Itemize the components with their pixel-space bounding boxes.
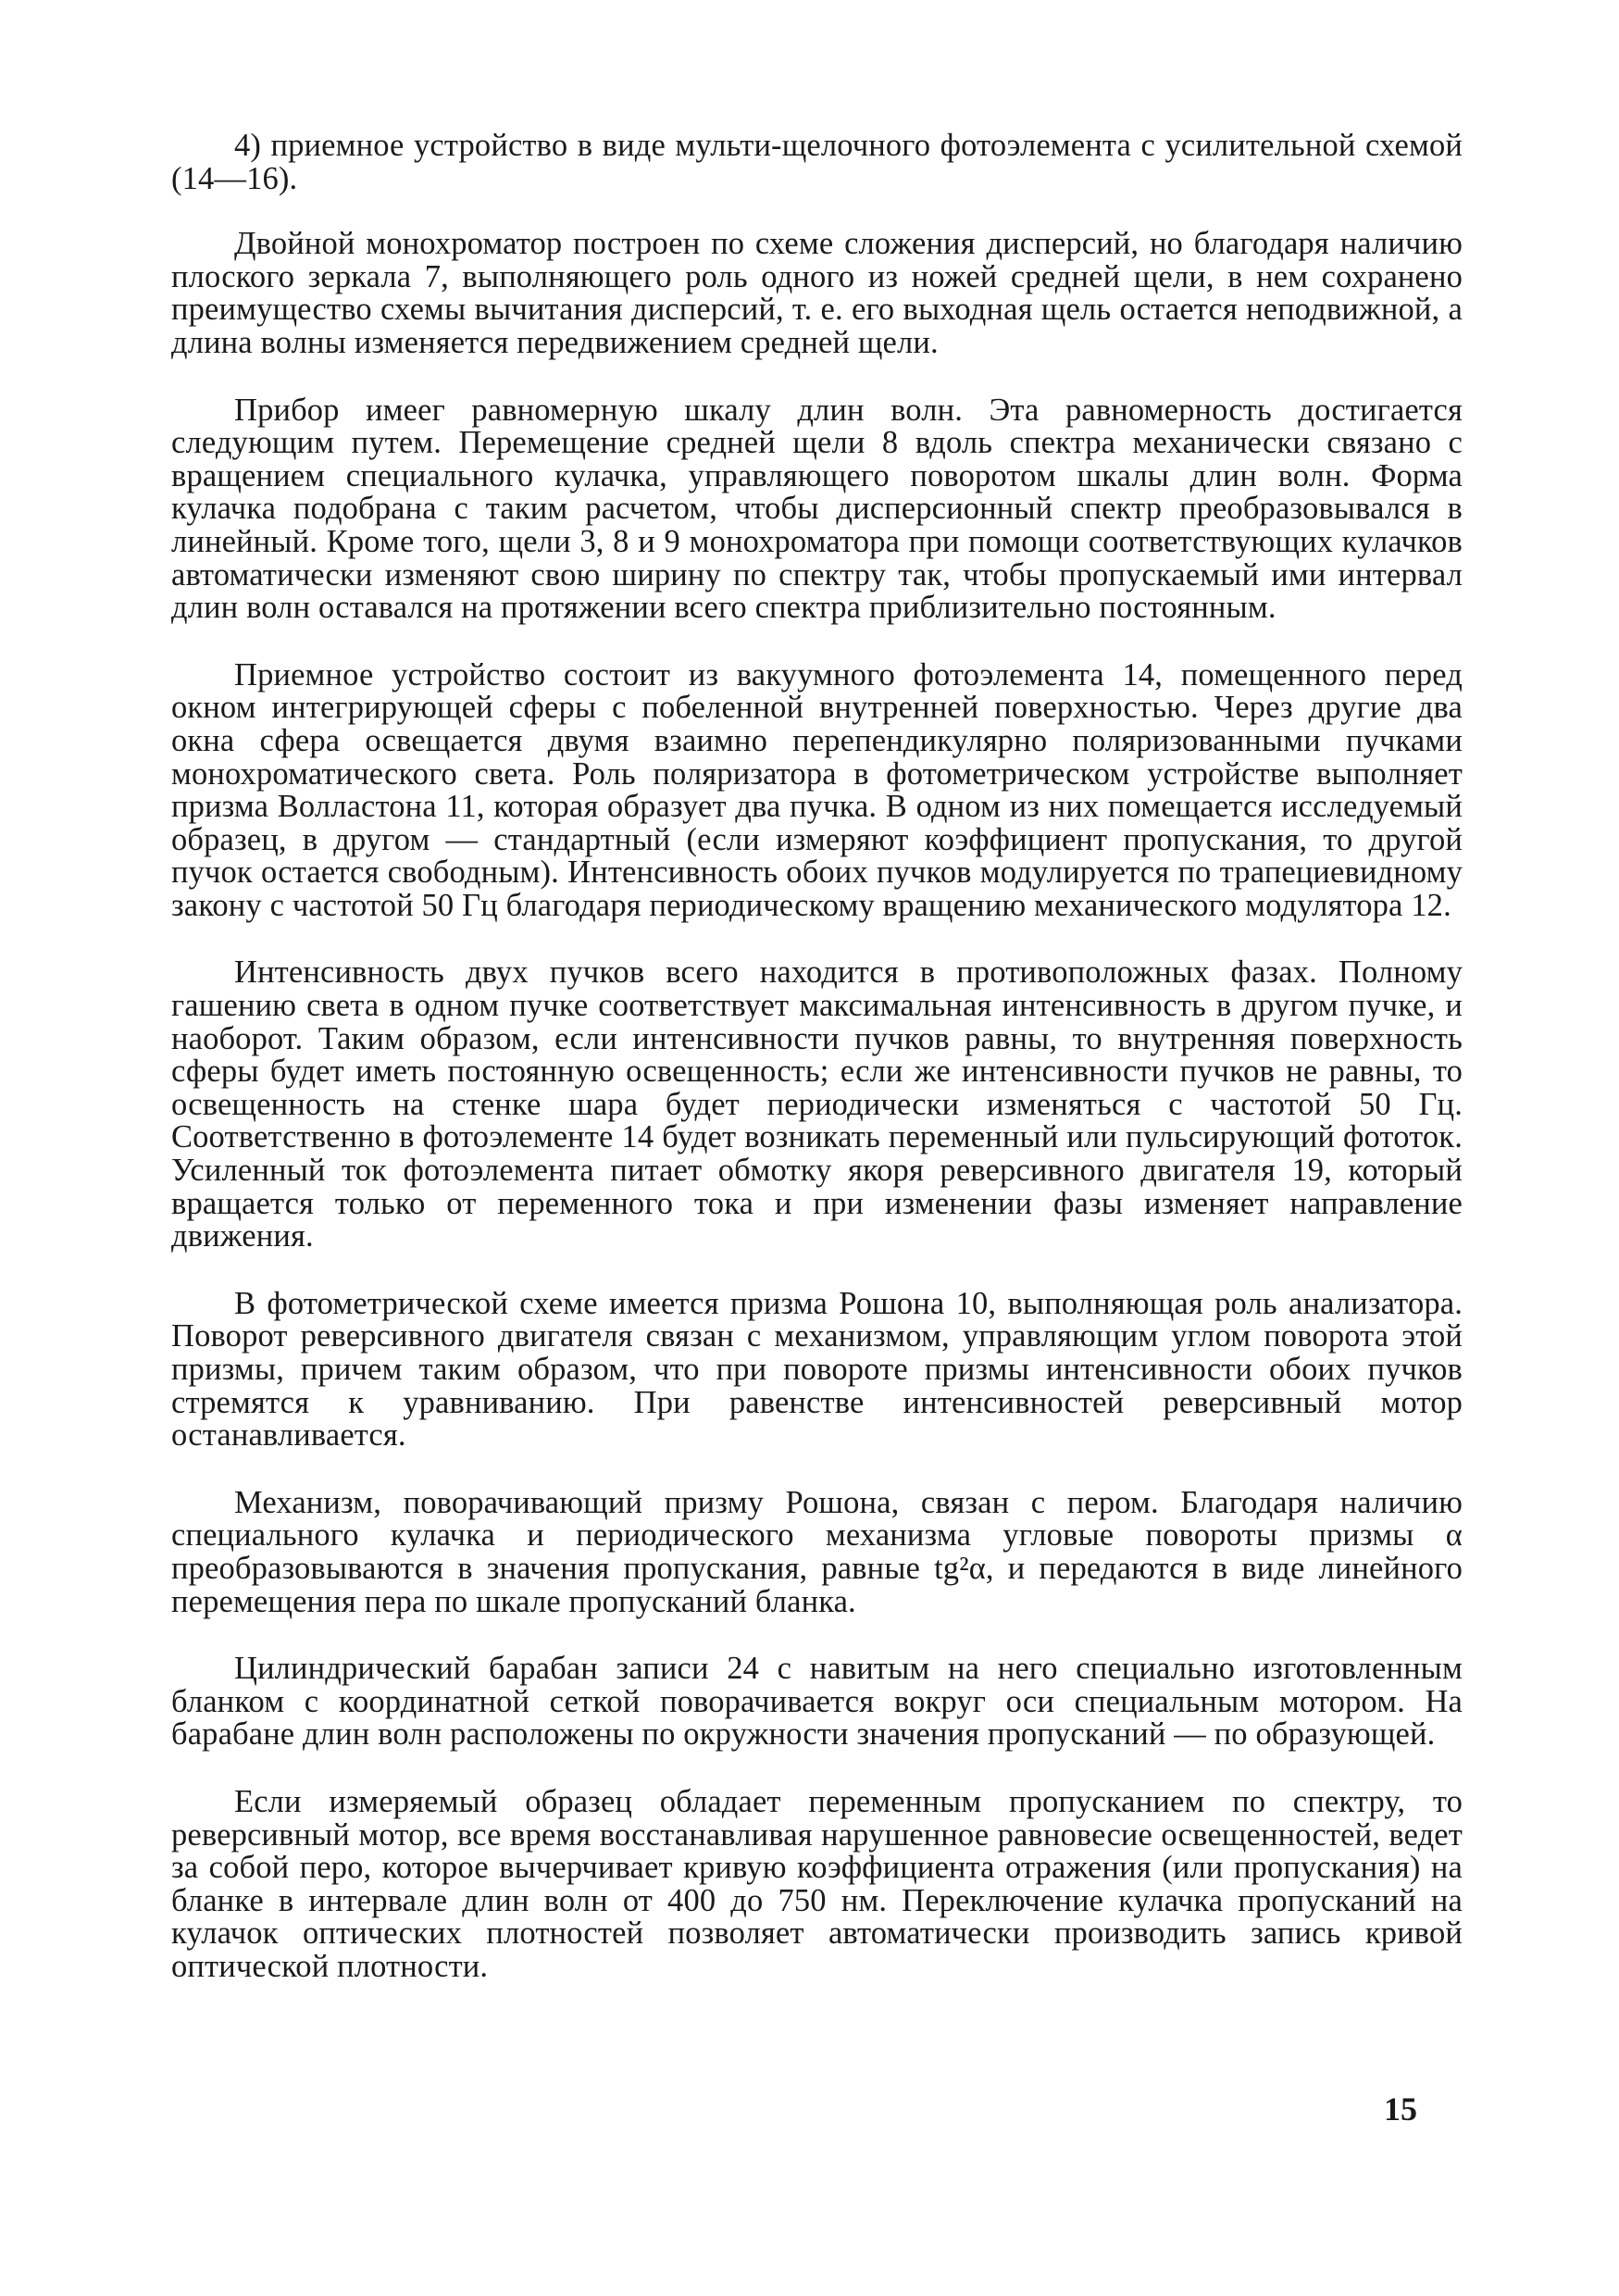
page-number: 15 [1384, 2090, 1417, 2128]
paragraph-pen-mechanism: Механизм, поворачивающий призму Рошона, связан с пером. Благодаря наличию специального кулачка и периодического механизма угловые повороты призмы α преобразовываются в значения пропускания, равные tg²α, и передаются в виде линейного перемещения пера по шкале пропусканий бланка. [171, 1484, 1463, 1619]
paragraph-variable-transmission: Если измеряемый образец обладает переменным пропусканием по спектру, то реверсивный мотор, все время восстанавливая нарушенное равновесие освещенностей, ведет за собой перо, которое вычерчивает кривую коэффициента отражения (или пропускания) на бланке в интервале длин волн от 400 до 750 нм. Переключение кулачка пропусканий на кулачок оптических плотностей позволяет автоматически производить запись кривой оптической плотности. [171, 1783, 1463, 1984]
paragraph-rochon-prism: В фотометрической схеме имеется призма Рошона 10, выполняющая роль анализатора. Поворот реверсивного двигателя связан с механизмом, управляющим углом поворота этой призмы, причем таким образом, что при повороте призмы интенсивности обоих пучков стремятся к уравниванию. При равенстве интенсивностей реверсивный мотор останавливается. [171, 1285, 1463, 1454]
paragraph-receiving-device: Приемное устройство состоит из вакуумного фотоэлемента 14, помещенного перед окном интегрирующей сферы с побеленной внутренней поверхностью. Через другие два окна сфера освещается двумя взаимно перепендикулярно поляризованными пучками монохроматического света. Роль поляризатора в фотометрическом устройстве выполняет призма Волластона 11, которая образует два пучка. В одном из них помещается исследуемый образец, в другом — стандартный (если измеряют коэффициент пропускания, то другой пучок остается свободным). Интенсивность обоих пучков модулируется по трапециевидному закону с частотой 50 Гц благодаря периодическому вращению механического модулятора 12. [171, 656, 1463, 923]
paragraph-wavelength-scale: Прибор имеег равномерную шкалу длин волн. Эта равномерность достигается следующим путем. Перемещение средней щели 8 вдоль спектра механически связано с вращением специального кулачка, управляющего поворотом шкалы длин волн. Форма кулачка подобрана с таким расчетом, чтобы дисперсионный спектр преобразовывался в линейный. Кроме того, щели 3, 8 и 9 монохроматора при помощи соответствующих кулачков автоматически изменяют свою ширину по спектру так, чтобы пропускаемый ими интервал длин волн оставался на протяжении всего спектра приблизительно постоянным. [171, 392, 1463, 626]
body-text [171, 130, 1463, 2018]
paragraph-beam-intensity: Интенсивность двух пучков всего находится в противоположных фазах. Полному гашению света в одном пучке соответствует максимальная интенсивность в другом пучке, и наоборот. Таким образом, если интенсивности пучков равны, то внутренняя поверхность сферы будет иметь постоянную освещенность; если же интенсивности пучков не равны, то освещенность на стенке шара будет периодически изменяться с частотой 50 Гц. Соответственно в фотоэлементе 14 будет возникать переменный или пульсирующий фототок. Усиленный ток фотоэлемента питает обмотку якоря реверсивного двигателя 19, который вращается только от переменного тока и при изменении фазы изменяет направление движения. [171, 955, 1463, 1254]
paragraph-recording-drum: Цилиндрический барабан записи 24 с навитым на него специально изготовленным бланком с координатной сеткой поворачивается вокруг оси специальным мотором. На барабане длин волн расположены по окружности значения пропусканий — по образующей. [171, 1651, 1463, 1753]
paragraph-double-monochromator: Двойной монохроматор построен по схеме сложения дисперсий, но благодаря наличию плоского зеркала 7, выполняющего роль одного из ножей средней щели, в нем сохранено преимущество схемы вычитания дисперсий, т. е. его выходная щель остается неподвижной, а длина волны изменяется передвижением средней щели. [171, 226, 1463, 360]
paragraph-receiver-item: 4) приемное устройство в виде мульти-щелочного фотоэлемента с усилительной схемой (14—16). [171, 128, 1463, 196]
